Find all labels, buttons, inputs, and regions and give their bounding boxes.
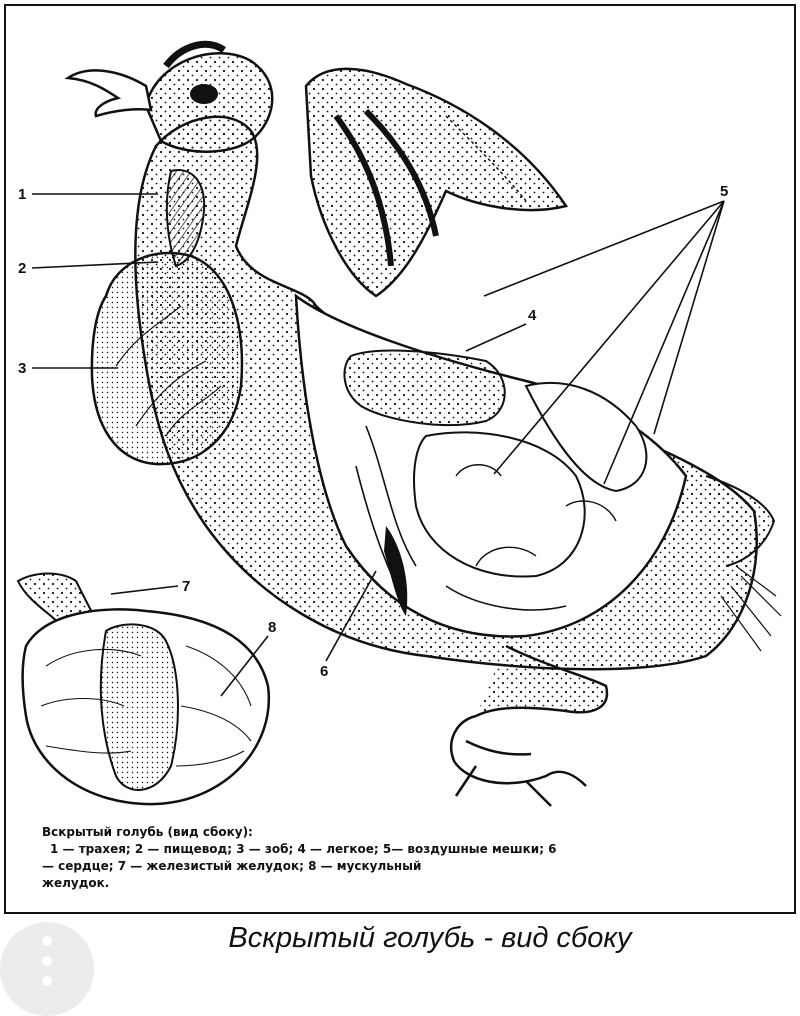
image-caption: Вскрытый голубь - вид сбоку [228,922,632,954]
label-4: 4 [528,307,537,324]
wing [306,69,566,296]
pigeon-eye [190,84,218,104]
label-8: 8 [268,619,277,636]
label-7: 7 [182,578,191,595]
legend-line: 1 — трахея; 2 — пищевод; 3 — зоб; 4 — легкое; 5— воздушные мешки; 6 [50,842,557,856]
pigeon-beak [68,70,151,116]
anatomy-figure [4,4,796,914]
crop [92,253,242,464]
more-vertical-icon [42,976,52,986]
gizzard-lining [101,624,178,790]
label-2: 2 [18,260,27,277]
label-3: 3 [18,360,27,377]
legend-line: желудок. [42,876,110,890]
legend-line: — сердце; 7 — железистый желудок; 8 — мускульный [42,859,422,873]
more-options-button[interactable] [0,922,94,1016]
pigeon-drawing [6,6,794,912]
label-6: 6 [320,663,329,680]
figure-legend [42,824,762,892]
more-vertical-icon [42,956,52,966]
legend-title: Вскрытый голубь (вид сбоку): [42,825,253,839]
label-5: 5 [720,183,729,200]
label-1: 1 [18,186,27,203]
foot [451,716,586,806]
more-vertical-icon [42,936,52,946]
